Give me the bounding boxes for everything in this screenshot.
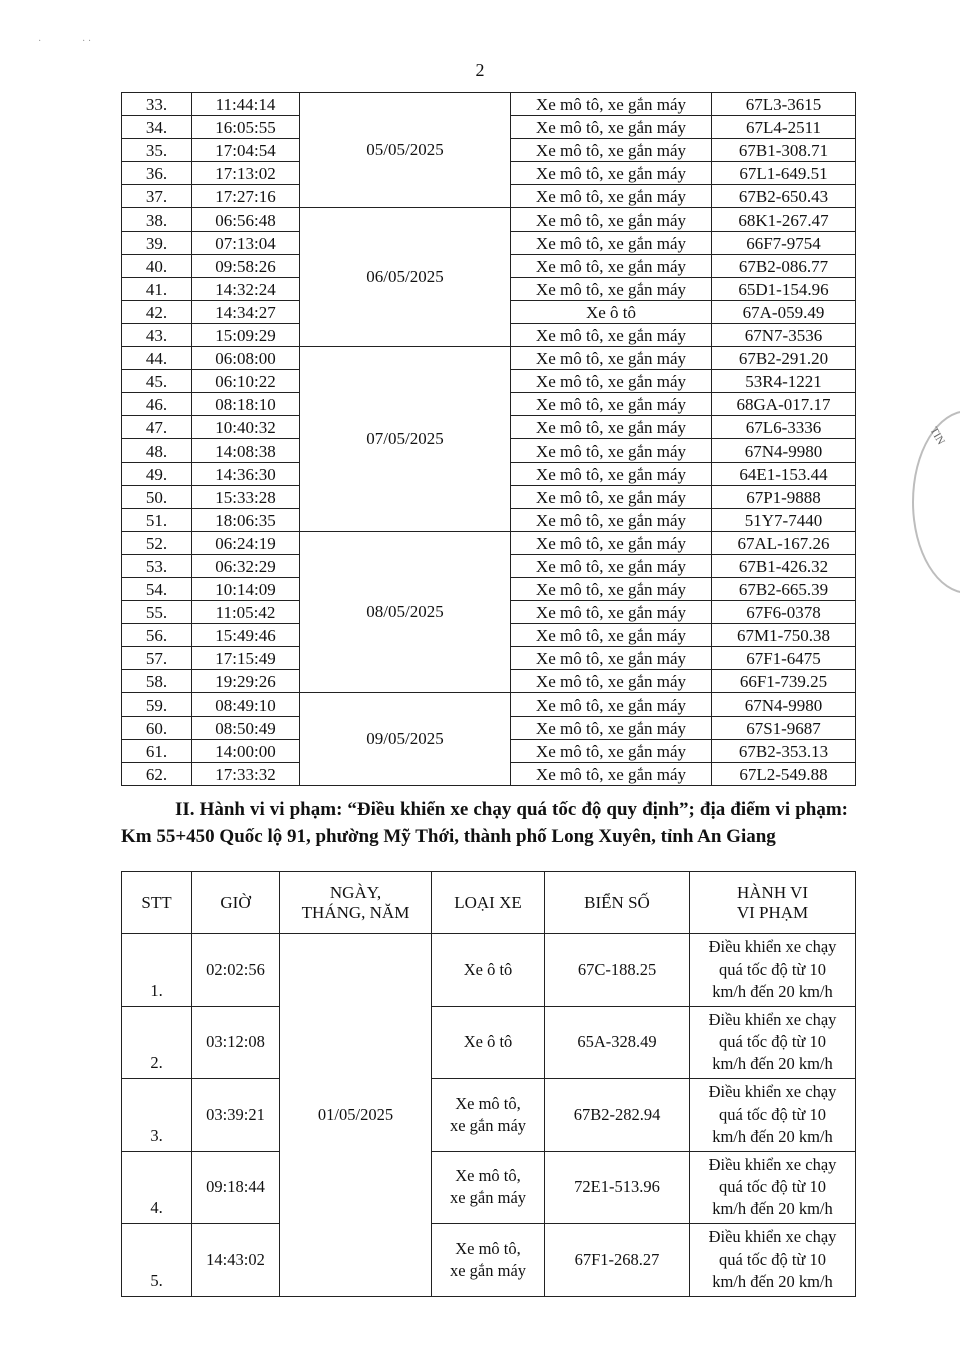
vehicle-type-cell: Xe mô tô, xe gắn máy — [511, 647, 712, 670]
plate-cell: 67AL-167.26 — [712, 531, 856, 554]
official-seal-text: TIN — [927, 425, 947, 447]
vehicle-type-cell: Xe mô tô, xe gắn máy — [511, 762, 712, 785]
vehicle-type-cell: Xe mô tô, xe gắn máy — [511, 439, 712, 462]
vehicle-type-cell: Xe mô tô, xe gắn máy — [511, 508, 712, 531]
stt-cell: 58. — [122, 670, 192, 693]
violation-line2: quá tốc độ từ 10 — [718, 959, 826, 979]
vehicle-type-cell: Xe mô tô, xe gắn máy — [511, 370, 712, 393]
vehicle-type-cell: Xe mô tô, xe gắn máy — [511, 485, 712, 508]
stt-cell: 57. — [122, 647, 192, 670]
time-cell: 09:58:26 — [192, 254, 300, 277]
vehicle-type-cell: Xe mô tô, xe gắn máy — [511, 577, 712, 600]
vehicle-type-cell: Xe mô tô, xe gắn máy — [511, 554, 712, 577]
violation-line1: Điều khiển xe chạy — [708, 1154, 837, 1174]
violation-line3: km/h đến 20 km/h — [712, 1271, 833, 1291]
stt-cell: 37. — [122, 185, 192, 208]
stt-cell: 52. — [122, 531, 192, 554]
plate-cell: 68GA-017.17 — [712, 393, 856, 416]
plate-cell: 67B2-291.20 — [712, 347, 856, 370]
time-cell: 07:13:04 — [192, 231, 300, 254]
time-cell: 09:18:44 — [192, 1151, 280, 1224]
vehicle-type-line1: Xe ô tô — [463, 1032, 513, 1052]
vehicle-type-cell: Xe mô tô, xe gắn máy — [511, 116, 712, 139]
vehicle-type-cell — [432, 1224, 545, 1297]
violation-line1: Điều khiển xe chạy — [708, 937, 837, 957]
time-cell: 08:49:10 — [192, 693, 300, 716]
plate-cell: 67L3-3615 — [712, 93, 856, 116]
time-cell: 06:56:48 — [192, 208, 300, 231]
stt-cell: 62. — [122, 762, 192, 785]
plate-cell: 51Y7-7440 — [712, 508, 856, 531]
vehicle-type-cell: Xe mô tô, xe gắn máy — [511, 531, 712, 554]
table-row — [122, 1079, 856, 1152]
stt-cell: 42. — [122, 300, 192, 323]
vehicle-type-line2: xe gắn máy — [449, 1115, 527, 1135]
header-violation-line1: HÀNH VI — [737, 882, 808, 902]
plate-cell: 67L4-2511 — [712, 116, 856, 139]
vehicle-type-cell — [432, 1079, 545, 1152]
time-cell: 03:12:08 — [192, 1006, 280, 1079]
stt-cell: 50. — [122, 485, 192, 508]
table-row — [122, 531, 856, 554]
vehicle-type-cell: Xe mô tô, xe gắn máy — [511, 139, 712, 162]
violation-cell — [690, 1079, 856, 1152]
violation-line2: quá tốc độ từ 10 — [718, 1177, 826, 1197]
table-row — [122, 347, 856, 370]
stt-cell: 45. — [122, 370, 192, 393]
stt-cell: 4. — [122, 1151, 192, 1224]
violation-line2: quá tốc độ từ 10 — [718, 1032, 826, 1052]
violation-cell — [690, 934, 856, 1007]
vehicle-type-line2: xe gắn máy — [449, 1188, 527, 1208]
stt-cell: 39. — [122, 231, 192, 254]
stt-cell: 47. — [122, 416, 192, 439]
violation-line2: quá tốc độ từ 10 — [718, 1249, 826, 1269]
time-cell: 08:50:49 — [192, 716, 300, 739]
time-cell: 18:06:35 — [192, 508, 300, 531]
stt-cell: 44. — [122, 347, 192, 370]
vehicle-type-cell: Xe mô tô, xe gắn máy — [511, 185, 712, 208]
violation-line1: Điều khiển xe chạy — [708, 1009, 837, 1029]
section-heading: II. Hành vi vi phạm: “Điều khiển xe chạy quá tốc độ quy định”; địa điểm vi phạm: Km 55+450 Quốc lộ 91, phường Mỹ Thới, thành phố Long Xuyên, tỉnh An Giang — [121, 799, 848, 847]
scan-speck: · · — [82, 36, 92, 47]
time-cell: 11:44:14 — [192, 93, 300, 116]
stt-cell: 1. — [122, 934, 192, 1007]
vehicle-type-cell: Xe mô tô, xe gắn máy — [511, 670, 712, 693]
violation-line3: km/h đến 20 km/h — [712, 1126, 833, 1146]
plate-cell: 67A-059.49 — [712, 300, 856, 323]
table-row — [122, 934, 856, 1007]
header-date-line2: THÁNG, NĂM — [301, 902, 410, 922]
plate-cell: 66F1-739.25 — [712, 670, 856, 693]
stt-cell: 54. — [122, 577, 192, 600]
time-cell: 19:29:26 — [192, 670, 300, 693]
vehicle-type-cell: Xe mô tô, xe gắn máy — [511, 693, 712, 716]
stt-cell: 56. — [122, 624, 192, 647]
violation-cell — [690, 1151, 856, 1224]
plate-cell: 67C-188.25 — [545, 934, 690, 1007]
plate-cell: 67N4-9980 — [712, 693, 856, 716]
vehicle-type-cell: Xe mô tô, xe gắn máy — [511, 716, 712, 739]
plate-cell: 67B2-665.39 — [712, 577, 856, 600]
time-cell: 15:49:46 — [192, 624, 300, 647]
table-row — [122, 1006, 856, 1079]
time-cell: 17:04:54 — [192, 139, 300, 162]
date-cell: 09/05/2025 — [300, 693, 511, 785]
vehicle-type-line1: Xe mô tô, — [455, 1093, 521, 1113]
time-cell: 10:14:09 — [192, 577, 300, 600]
vehicle-type-cell: Xe mô tô, xe gắn máy — [511, 462, 712, 485]
time-cell: 14:43:02 — [192, 1224, 280, 1297]
vehicle-type-cell: Xe ô tô — [511, 300, 712, 323]
vehicle-type-cell: Xe mô tô, xe gắn máy — [511, 739, 712, 762]
vehicle-type-cell: Xe mô tô, xe gắn máy — [511, 624, 712, 647]
time-cell: 06:10:22 — [192, 370, 300, 393]
plate-cell: 67F1-268.27 — [545, 1224, 690, 1297]
stt-cell: 53. — [122, 554, 192, 577]
vehicle-type-cell — [432, 1006, 545, 1079]
vehicle-type-cell: Xe mô tô, xe gắn máy — [511, 416, 712, 439]
header-plate: BIỂN SỐ — [545, 872, 690, 934]
violation-line3: km/h đến 20 km/h — [712, 1199, 833, 1219]
stt-cell: 2. — [122, 1006, 192, 1079]
time-cell: 11:05:42 — [192, 601, 300, 624]
plate-cell: 67B2-650.43 — [712, 185, 856, 208]
stt-cell: 59. — [122, 693, 192, 716]
table-row — [122, 693, 856, 716]
header-violation-line2: VI PHẠM — [736, 902, 809, 922]
header-date — [280, 872, 432, 934]
time-cell: 14:32:24 — [192, 277, 300, 300]
header-date-line1: NGÀY, — [329, 882, 382, 902]
table-row — [122, 1151, 856, 1224]
stt-cell: 43. — [122, 323, 192, 346]
stt-cell: 5. — [122, 1224, 192, 1297]
vehicle-type-cell: Xe mô tô, xe gắn máy — [511, 393, 712, 416]
violation-cell — [690, 1224, 856, 1297]
time-cell: 15:33:28 — [192, 485, 300, 508]
plate-cell: 65A-328.49 — [545, 1006, 690, 1079]
plate-cell: 67B1-426.32 — [712, 554, 856, 577]
vehicle-type-cell: Xe mô tô, xe gắn máy — [511, 277, 712, 300]
time-cell: 16:05:55 — [192, 116, 300, 139]
plate-cell: 53R4-1221 — [712, 370, 856, 393]
vehicle-type-cell: Xe mô tô, xe gắn máy — [511, 323, 712, 346]
time-cell: 06:08:00 — [192, 347, 300, 370]
plate-cell: 67B2-353.13 — [712, 739, 856, 762]
plate-cell: 67L6-3336 — [712, 416, 856, 439]
vehicle-type-line1: Xe ô tô — [463, 959, 513, 979]
stt-cell: 33. — [122, 93, 192, 116]
stt-cell: 40. — [122, 254, 192, 277]
header-time: GIỜ — [192, 872, 280, 934]
plate-cell: 67M1-750.38 — [712, 624, 856, 647]
stt-cell: 60. — [122, 716, 192, 739]
stt-cell: 41. — [122, 277, 192, 300]
stt-cell: 3. — [122, 1079, 192, 1152]
plate-cell: 67N4-9980 — [712, 439, 856, 462]
header-violation — [690, 872, 856, 934]
violation-line1: Điều khiển xe chạy — [708, 1227, 837, 1247]
time-cell: 02:02:56 — [192, 934, 280, 1007]
time-cell: 17:15:49 — [192, 647, 300, 670]
vehicle-type-line1: Xe mô tô, — [455, 1238, 521, 1258]
date-cell: 07/05/2025 — [300, 347, 511, 532]
table-row — [122, 1224, 856, 1297]
time-cell: 14:08:38 — [192, 439, 300, 462]
time-cell: 17:33:32 — [192, 762, 300, 785]
vehicle-type-cell: Xe mô tô, xe gắn máy — [511, 208, 712, 231]
plate-cell: 67B2-282.94 — [545, 1079, 690, 1152]
time-cell: 10:40:32 — [192, 416, 300, 439]
date-cell: 08/05/2025 — [300, 531, 511, 693]
header-stt: STT — [122, 872, 192, 934]
vehicle-type-cell: Xe mô tô, xe gắn máy — [511, 162, 712, 185]
time-cell: 14:00:00 — [192, 739, 300, 762]
vehicle-type-cell: Xe mô tô, xe gắn máy — [511, 254, 712, 277]
stt-cell: 51. — [122, 508, 192, 531]
stt-cell: 35. — [122, 139, 192, 162]
stt-cell: 48. — [122, 439, 192, 462]
violation-line2: quá tốc độ từ 10 — [718, 1104, 826, 1124]
time-cell: 08:18:10 — [192, 393, 300, 416]
plate-cell: 68K1-267.47 — [712, 208, 856, 231]
plate-cell: 67S1-9687 — [712, 716, 856, 739]
violation-line1: Điều khiển xe chạy — [708, 1082, 837, 1102]
plate-cell: 67B2-086.77 — [712, 254, 856, 277]
stt-cell: 34. — [122, 116, 192, 139]
plate-cell: 67B1-308.71 — [712, 139, 856, 162]
plate-cell: 67F6-0378 — [712, 601, 856, 624]
stt-cell: 49. — [122, 462, 192, 485]
plate-cell: 67F1-6475 — [712, 647, 856, 670]
speeding-violations-table — [121, 871, 856, 1297]
table-row — [122, 93, 856, 116]
vehicle-type-cell: Xe mô tô, xe gắn máy — [511, 347, 712, 370]
date-cell: 01/05/2025 — [280, 934, 432, 1297]
violations-table-continued — [121, 92, 856, 786]
time-cell: 14:36:30 — [192, 462, 300, 485]
date-cell: 06/05/2025 — [300, 208, 511, 347]
vehicle-type-cell: Xe mô tô, xe gắn máy — [511, 93, 712, 116]
violation-cell — [690, 1006, 856, 1079]
violation-line3: km/h đến 20 km/h — [712, 1054, 833, 1074]
stt-cell: 55. — [122, 601, 192, 624]
vehicle-type-line2: xe gắn máy — [449, 1260, 527, 1280]
vehicle-type-cell — [432, 934, 545, 1007]
violation-line3: km/h đến 20 km/h — [712, 981, 833, 1001]
stt-cell: 38. — [122, 208, 192, 231]
time-cell: 14:34:27 — [192, 300, 300, 323]
plate-cell: 64E1-153.44 — [712, 462, 856, 485]
time-cell: 17:27:16 — [192, 185, 300, 208]
plate-cell: 67L2-549.88 — [712, 762, 856, 785]
vehicle-type-cell — [432, 1151, 545, 1224]
plate-cell: 67P1-9888 — [712, 485, 856, 508]
header-vehicle-type: LOẠI XE — [432, 872, 545, 934]
plate-cell: 72E1-513.96 — [545, 1151, 690, 1224]
stt-cell: 36. — [122, 162, 192, 185]
vehicle-type-cell: Xe mô tô, xe gắn máy — [511, 601, 712, 624]
time-cell: 15:09:29 — [192, 323, 300, 346]
scan-speck: · — [38, 36, 42, 47]
time-cell: 06:24:19 — [192, 531, 300, 554]
plate-cell: 66F7-9754 — [712, 231, 856, 254]
time-cell: 06:32:29 — [192, 554, 300, 577]
table-header-row — [122, 872, 856, 934]
stt-cell: 61. — [122, 739, 192, 762]
page-number: 2 — [475, 60, 485, 80]
vehicle-type-cell: Xe mô tô, xe gắn máy — [511, 231, 712, 254]
date-cell: 05/05/2025 — [300, 93, 511, 208]
vehicle-type-line1: Xe mô tô, — [455, 1166, 521, 1186]
plate-cell: 67L1-649.51 — [712, 162, 856, 185]
table-row — [122, 208, 856, 231]
plate-cell: 67N7-3536 — [712, 323, 856, 346]
stt-cell: 46. — [122, 393, 192, 416]
time-cell: 17:13:02 — [192, 162, 300, 185]
plate-cell: 65D1-154.96 — [712, 277, 856, 300]
time-cell: 03:39:21 — [192, 1079, 280, 1152]
